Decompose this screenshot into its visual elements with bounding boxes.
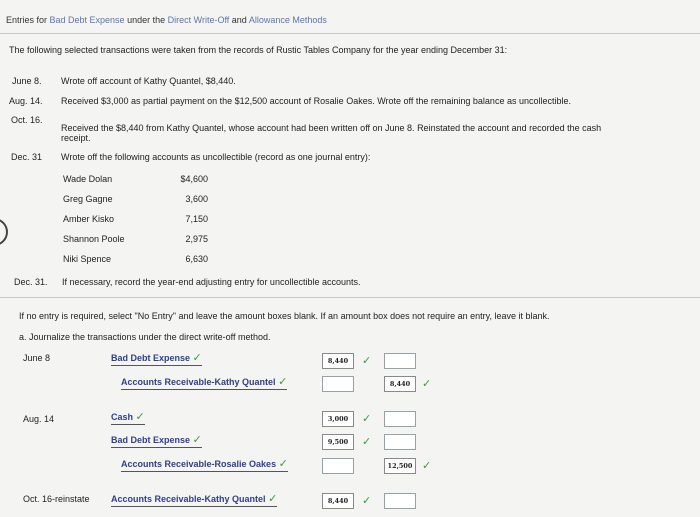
writeoff-amount: 2,975 xyxy=(185,234,208,244)
divider xyxy=(0,297,700,298)
checkmark-icon: ✓ xyxy=(422,378,432,390)
debit-amount-field[interactable]: 9,500 xyxy=(322,434,354,450)
transaction-text: Received $3,000 as partial payment on the $12,500 account of Rosalie Oakes. Wrote off the remaining balance as uncollectible. xyxy=(61,96,571,106)
part-a-prompt: a. Journalize the transactions under the direct write-off method. xyxy=(19,332,271,342)
transaction-text: Wrote off the following accounts as uncollectible (record as one journal entry): xyxy=(61,152,371,162)
writeoff-amount: 7,150 xyxy=(185,214,208,224)
checkmark-icon: ✓ xyxy=(362,495,372,507)
checkmark-icon: ✓ xyxy=(278,376,288,388)
link-direct-write-off[interactable]: Direct Write-Off xyxy=(167,15,230,25)
transaction-date: Aug. 14. xyxy=(9,96,43,106)
writeoff-name: Shannon Poole xyxy=(63,234,125,244)
transaction-text-cont: receipt. xyxy=(61,133,91,143)
checkmark-icon: ✓ xyxy=(362,413,372,425)
credit-amount-field[interactable] xyxy=(384,434,416,450)
checkmark-icon: ✓ xyxy=(135,411,145,423)
divider xyxy=(0,33,700,34)
checkmark-icon: ✓ xyxy=(192,434,202,446)
credit-amount-field[interactable] xyxy=(384,411,416,427)
writeoff-amount: 3,600 xyxy=(185,194,208,204)
account-select[interactable]: Accounts Receivable-Kathy Quantel ✓ xyxy=(121,376,288,388)
debit-amount-field[interactable] xyxy=(322,458,354,474)
checkmark-icon: ✓ xyxy=(268,493,278,505)
debit-amount-field[interactable]: 8,440 xyxy=(322,493,354,509)
transaction-date: Oct. 16. xyxy=(11,115,43,125)
account-select[interactable]: Cash ✓ xyxy=(111,411,145,423)
checkmark-icon: ✓ xyxy=(362,436,372,448)
debit-amount-field[interactable] xyxy=(322,376,354,392)
account-select[interactable]: Bad Debt Expense ✓ xyxy=(111,352,202,364)
writeoff-name: Niki Spence xyxy=(63,254,112,264)
credit-amount-field[interactable]: 8,440 xyxy=(384,376,416,392)
checkmark-icon: ✓ xyxy=(362,355,372,367)
collapse-handle[interactable] xyxy=(0,218,8,246)
instructions-text: If no entry is required, select "No Entry" and leave the amount boxes blank. If an amount box does not require an entry, leave it blank. xyxy=(19,311,550,321)
credit-amount-field[interactable] xyxy=(384,353,416,369)
transaction-date: June 8. xyxy=(12,76,42,86)
debit-amount-field[interactable]: 3,000 xyxy=(322,411,354,427)
account-select[interactable]: Accounts Receivable-Kathy Quantel ✓ xyxy=(111,493,278,505)
checkmark-icon: ✓ xyxy=(422,460,432,472)
journal-date: June 8 xyxy=(23,353,51,363)
link-bad-debt-expense[interactable]: Bad Debt Expense xyxy=(49,15,125,25)
journal-date: Oct. 16-reinstate xyxy=(23,494,90,504)
journal-date: Aug. 14 xyxy=(23,414,55,424)
writeoff-name: Greg Gagne xyxy=(63,194,113,204)
credit-amount-field[interactable]: 12,500 xyxy=(384,458,416,474)
credit-amount-field[interactable] xyxy=(384,493,416,509)
writeoff-amount: $4,600 xyxy=(180,174,208,184)
account-select[interactable]: Bad Debt Expense ✓ xyxy=(111,434,202,446)
writeoff-name: Amber Kisko xyxy=(63,214,115,224)
account-select[interactable]: Accounts Receivable-Rosalie Oakes ✓ xyxy=(121,458,288,470)
writeoff-name: Wade Dolan xyxy=(63,174,113,184)
intro-text: The following selected transactions were taken from the records of Rustic Tables Company for the year ending December 31: xyxy=(9,45,508,55)
page-title: Entries for Bad Debt Expense under the Direct Write-Off and Allowance Methods xyxy=(6,15,327,25)
writeoff-amount: 6,630 xyxy=(185,254,208,264)
transaction-text: Received the $8,440 from Kathy Quantel, whose account had been written off on June 8. Reinstated the account and recorded the cash xyxy=(61,123,602,133)
transaction-text: If necessary, record the year-end adjusting entry for uncollectible accounts. xyxy=(62,277,361,287)
transaction-text: Wrote off account of Kathy Quantel, $8,440. xyxy=(61,76,236,86)
transaction-date: Dec. 31 xyxy=(11,152,43,162)
checkmark-icon: ✓ xyxy=(192,352,202,364)
link-allowance-methods[interactable]: Allowance Methods xyxy=(248,15,327,25)
debit-amount-field[interactable]: 8,440 xyxy=(322,353,354,369)
checkmark-icon: ✓ xyxy=(278,458,288,470)
transaction-date: Dec. 31. xyxy=(14,277,48,287)
